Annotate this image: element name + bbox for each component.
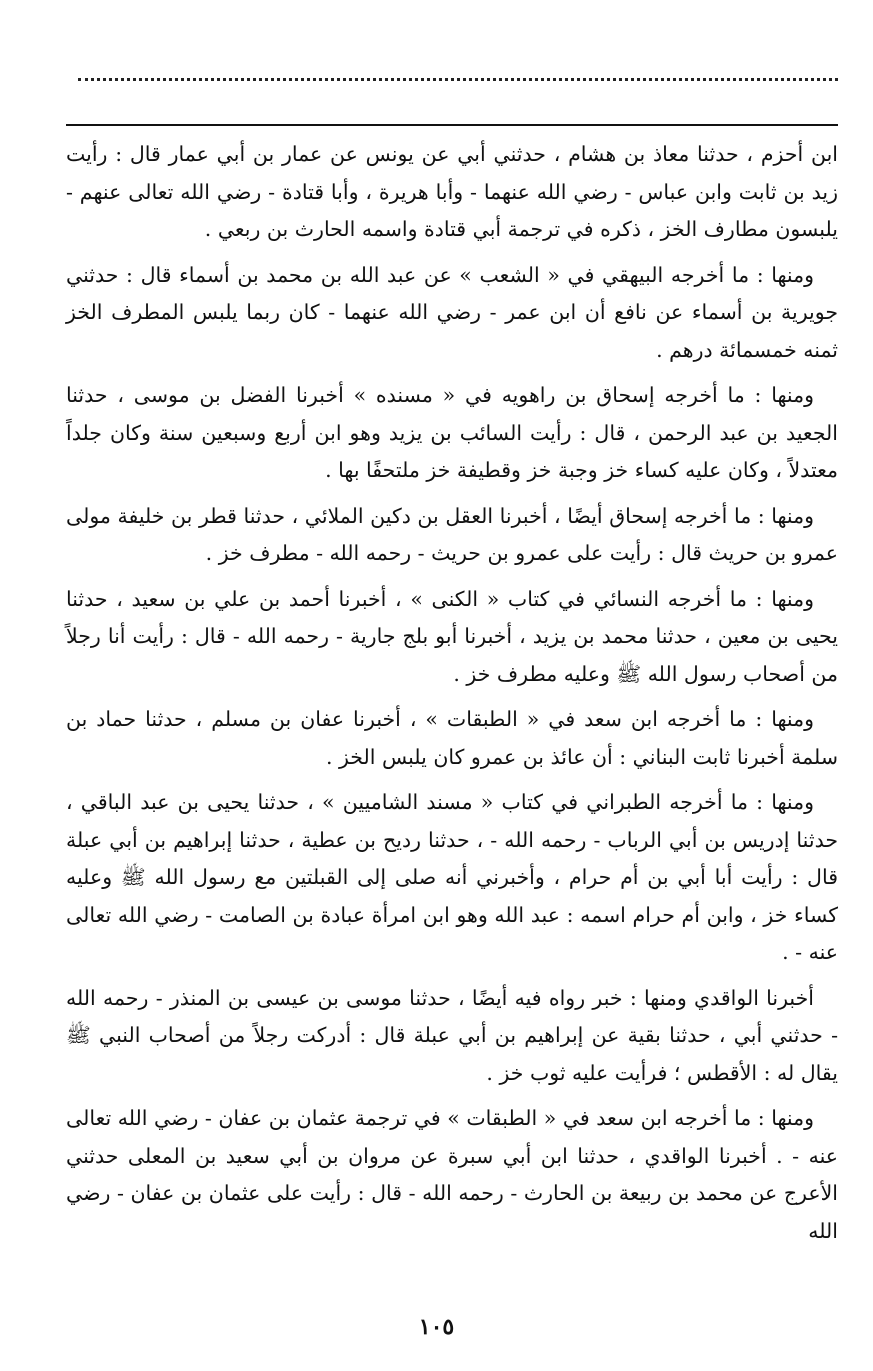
paragraph-8: أخبرنا الواقدي ومنها : خبر رواه فيه أيضًا ، حدثنا موسى بن عيسى بن المنذر - رحمه الله - حدثني أبي ، حدثنا بقية عن إبراهيم بن أبي عبلة قال : أدركت رجلاً من أصحاب النبي ﷺ يقال له : الأقطس ؛ فرأيت عليه ثوب خز . <box>66 985 838 1085</box>
paragraph-2: ومنها : ما أخرجه البيهقي في « الشعب » عن عبد الله بن محمد بن أسماء قال : حدثني جويرية بن أسماء عن نافع أن ابن عمر - رضي الله عنهما - كان ربما يلبس المطرف الخز ثمنه خمسمائة درهم . <box>66 262 838 362</box>
paragraph-5: ومنها : ما أخرجه النسائي في كتاب « الكنى » ، أخبرنا أحمد بن علي بن سعيد ، حدثنا يحيى بن معين ، حدثنا محمد بن يزيد ، أخبرنا أبو بلج جارية - رحمه الله - قال : رأيت أنا رجلاً من أصحاب رسول الله ﷺ وعليه مطرف خز . <box>66 586 838 686</box>
top-rule <box>66 124 838 126</box>
page-number: ١٠٥ <box>418 1314 455 1340</box>
paragraph-9: ومنها : ما أخرجه ابن سعد في « الطبقات » في ترجمة عثمان بن عفان - رضي الله تعالى عنه - . أخبرنا الواقدي ، حدثنا ابن أبي سبرة عن مروان بن أبي سعيد بن المعلى حدثني الأعرج عن محمد بن ربيعة بن الحارث - رحمه الله - قال : رأيت على عثمان بن عفان - رضي الله <box>66 1106 838 1243</box>
header-dotted-line <box>78 78 838 81</box>
page-body <box>66 136 838 1258</box>
paragraph-6: ومنها : ما أخرجه ابن سعد في « الطبقات » ، أخبرنا عفان بن مسلم ، حدثنا حماد بن سلمة أخبرنا ثابت البناني : أن عائذ بن عمرو كان يلبس الخز . <box>66 707 838 769</box>
paragraph-4: ومنها : ما أخرجه إسحاق أيضًا ، أخبرنا العقل بن دكين الملائي ، حدثنا قطر بن خليفة مولى عمرو بن حريث قال : رأيت على عمرو بن حريث - رحمه الله - مطرف خز . <box>66 503 838 565</box>
paragraph-1: ابن أحزم ، حدثنا معاذ بن هشام ، حدثني أبي عن يونس عن عمار بن أبي عمار قال : رأيت زيد بن ثابت وابن عباس - رضي الله عنهما - وأبا هريرة ، وأبا قتادة - رضي الله تعالى عنهم - يلبسون مطارف الخز ، ذكره في ترجمة أبي قتادة واسمه الحارث بن ربعي . <box>66 142 838 241</box>
paragraph-3: ومنها : ما أخرجه إسحاق بن راهويه في « مسنده » أخبرنا الفضل بن موسى ، حدثنا الجعيد بن عبد الرحمن ، قال : رأيت السائب بن يزيد وهو ابن أربع وسبعين سنة وكان جلداً معتدلاً ، وكان عليه كساء خز وجبة خز وقطيفة خز ملتحفًا بها . <box>66 383 838 482</box>
paragraph-7: ومنها : ما أخرجه الطبراني في كتاب « مسند الشاميين » ، حدثنا يحيى بن عبد الباقي ، حدثنا إدريس بن أبي الرباب - رحمه الله - ، حدثنا رديح بن عطية ، حدثنا إبراهيم بن أبي عبلة قال : رأيت أبا أبي بن أم حرام ، وأخبرني أنه صلى إلى القبلتين مع رسول الله ﷺ وعليه كساء خز ، وابن أم حرام اسمه : عبد الله وهو ابن امرأة عبادة بن الصامت - رضي الله تعالى عنه - . <box>66 790 838 964</box>
